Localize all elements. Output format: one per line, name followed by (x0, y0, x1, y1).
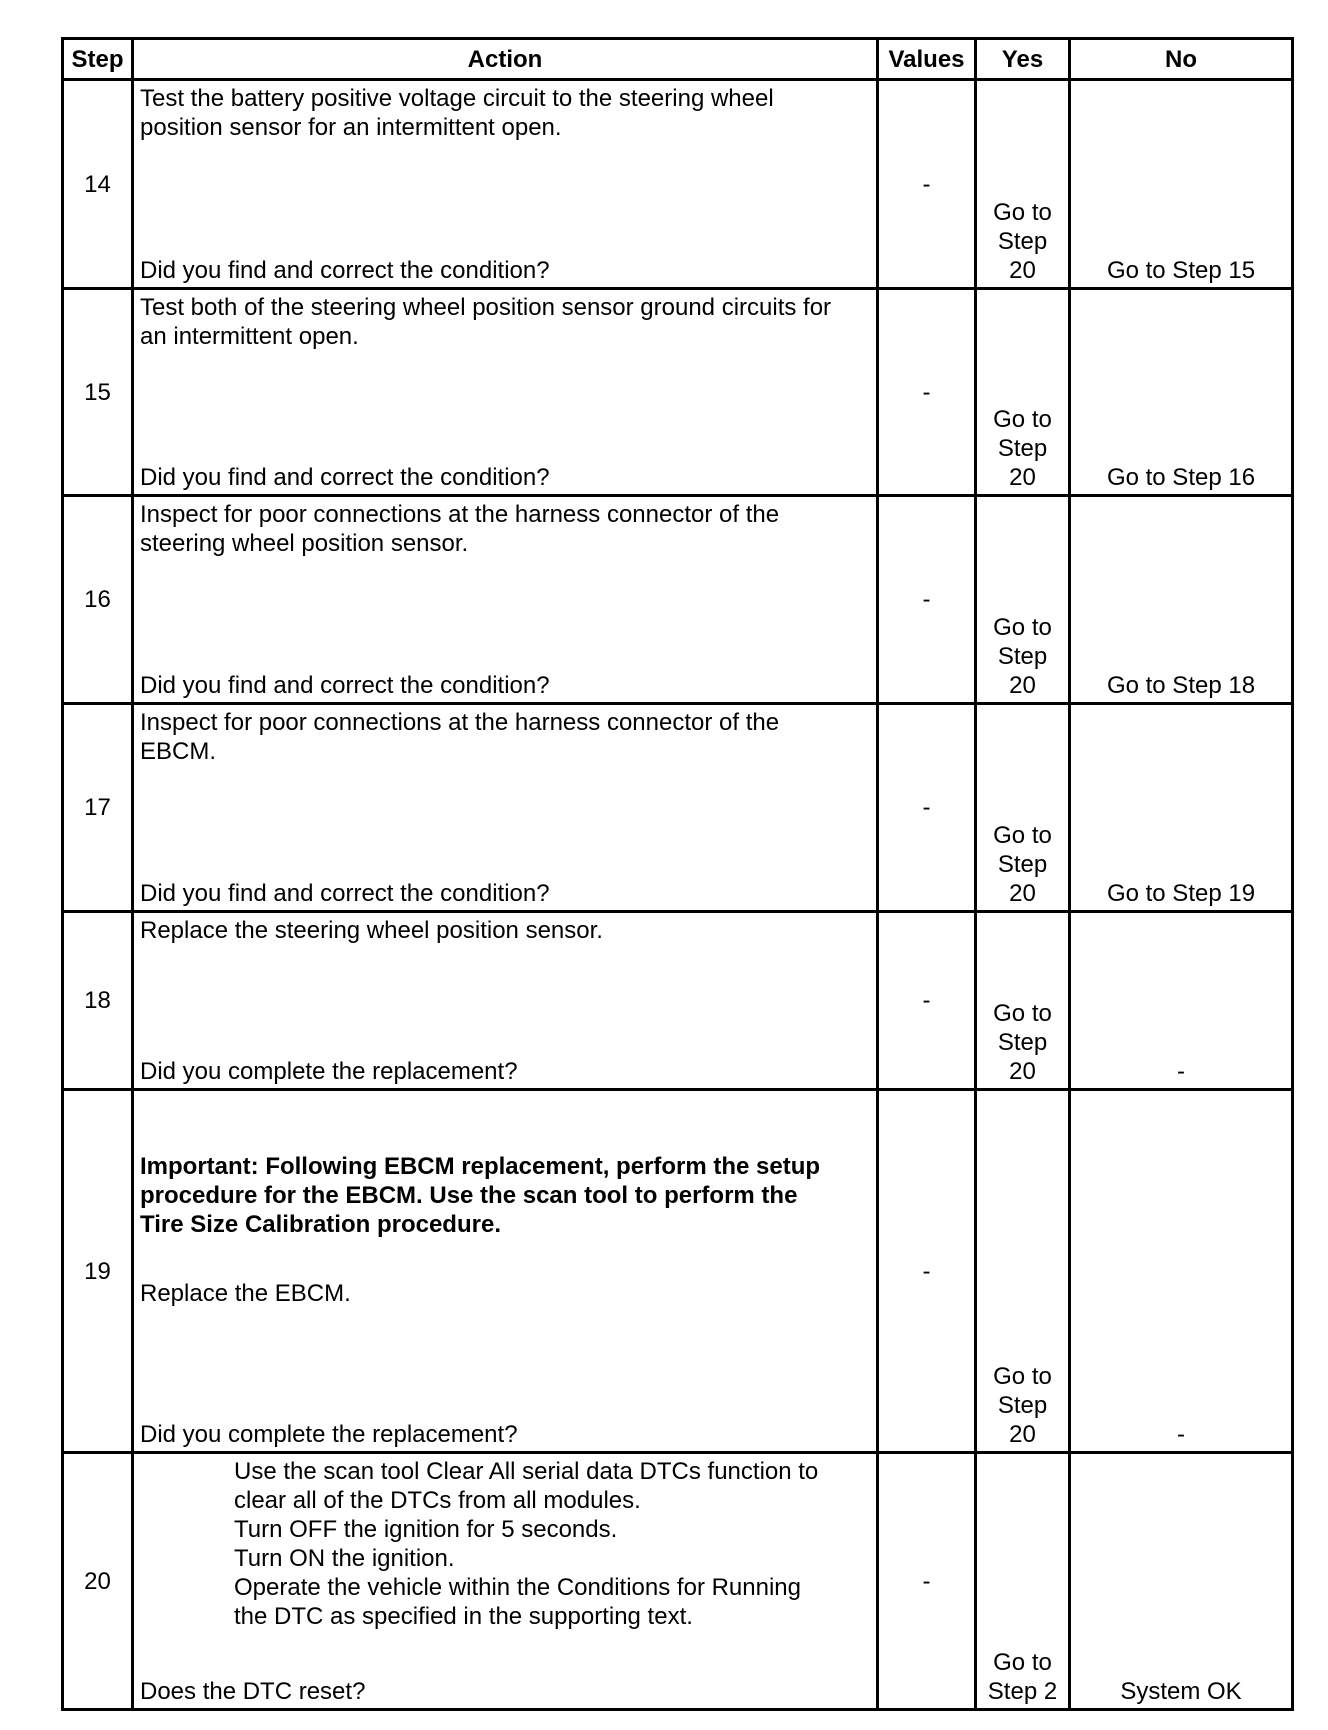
action-text-line: Replace the steering wheel position sensor. (140, 917, 603, 944)
yes-line: Go to (993, 614, 1052, 641)
action-question: Did you find and correct the condition? (140, 672, 550, 699)
header-yes: Yes (977, 40, 1071, 81)
yes-cell (977, 290, 1071, 497)
yes-line: Go to (993, 1363, 1052, 1390)
no-cell (1071, 705, 1294, 913)
action-text (140, 500, 872, 558)
action-instructions (140, 1094, 872, 1308)
yes-line: 20 (1009, 880, 1036, 907)
action-text-line: Replace the EBCM. (140, 1280, 351, 1307)
procedure-step-line: Use the scan tool Clear All serial data DTCs function to (234, 1458, 819, 1485)
action-question: Did you find and correct the condition? (140, 464, 550, 491)
no-text: Go to Step 19 (1106, 880, 1256, 907)
no-text: System OK (1120, 1678, 1242, 1705)
procedure-step (234, 1573, 872, 1631)
header-values: Values (879, 40, 977, 81)
values-cell: - (879, 497, 977, 705)
action-cell (134, 290, 879, 497)
action-text (140, 293, 872, 351)
action-question: Does the DTC reset? (140, 1678, 366, 1705)
no-cell (1071, 913, 1294, 1091)
action-text-line: Inspect for poor connections at the harness connector of the (140, 709, 780, 736)
yes-cell (977, 497, 1071, 705)
no-cell (1071, 1091, 1294, 1454)
yes-cell (977, 913, 1071, 1091)
procedure-step-line: Turn OFF the ignition for 5 seconds. (234, 1516, 618, 1543)
procedure-step (234, 1457, 872, 1515)
no-text: - (1177, 1058, 1185, 1085)
yes-cell (977, 1091, 1071, 1454)
yes-line: Go to (993, 1000, 1052, 1027)
diagnostic-table (61, 37, 1294, 1711)
procedure-step-line: Operate the vehicle within the Conditions for Running (234, 1574, 801, 1601)
action-instructions (140, 916, 872, 945)
yes-line: 20 (1009, 464, 1036, 491)
procedure-step-line: clear all of the DTCs from all modules. (234, 1487, 641, 1514)
values-cell: - (879, 705, 977, 913)
important-note (140, 1152, 872, 1239)
procedure-step (234, 1544, 872, 1573)
no-cell (1071, 1454, 1294, 1711)
yes-cell (977, 1454, 1071, 1711)
yes-line: Go to (993, 406, 1052, 433)
step-number: 15 (64, 290, 134, 497)
action-instructions (140, 1457, 872, 1631)
yes-line: Step 2 (987, 1678, 1058, 1705)
step-number: 18 (64, 913, 134, 1091)
action-text-line: steering wheel position sensor. (140, 530, 469, 557)
action-text (140, 84, 872, 142)
important-line: Tire Size Calibration procedure. (140, 1211, 501, 1238)
yes-line: 20 (1009, 257, 1036, 284)
values-cell: - (879, 1454, 977, 1711)
action-cell (134, 1454, 879, 1711)
action-text-line: position sensor for an intermittent open. (140, 114, 562, 141)
action-cell (134, 81, 879, 290)
no-text: - (1177, 1421, 1185, 1448)
action-question: Did you complete the replacement? (140, 1058, 518, 1085)
action-instructions (140, 84, 872, 142)
yes-line: Step (997, 1029, 1048, 1056)
yes-line: Step (997, 1392, 1048, 1419)
procedure-step-line: the DTC as specified in the supporting text. (234, 1603, 693, 1630)
yes-line: 20 (1009, 672, 1036, 699)
procedure-step-line: Turn ON the ignition. (234, 1545, 455, 1572)
values-cell: - (879, 913, 977, 1091)
values-cell: - (879, 290, 977, 497)
important-line: procedure for the EBCM. Use the scan tool to perform the (140, 1182, 798, 1209)
action-instructions (140, 500, 872, 558)
action-instructions (140, 293, 872, 351)
yes-line: Go to (993, 822, 1052, 849)
yes-cell (977, 81, 1071, 290)
action-text-line: Test the battery positive voltage circuit to the steering wheel (140, 85, 774, 112)
step-number: 17 (64, 705, 134, 913)
values-cell: - (879, 81, 977, 290)
no-text: Go to Step 18 (1106, 672, 1256, 699)
step-number: 14 (64, 81, 134, 290)
step-number: 19 (64, 1091, 134, 1454)
yes-line: Step (997, 851, 1048, 878)
procedure-step (234, 1515, 872, 1544)
yes-cell (977, 705, 1071, 913)
no-cell (1071, 81, 1294, 290)
action-text (140, 1279, 872, 1308)
action-question: Did you find and correct the condition? (140, 880, 550, 907)
action-text (140, 916, 872, 945)
action-text-line: Inspect for poor connections at the harness connector of the (140, 501, 780, 528)
yes-line: Step (997, 435, 1048, 462)
step-number: 20 (64, 1454, 134, 1711)
action-question: Did you complete the replacement? (140, 1421, 518, 1448)
action-text (140, 708, 872, 766)
header-no: No (1071, 40, 1294, 81)
header-action: Action (134, 40, 879, 81)
action-text-line: Test both of the steering wheel position sensor ground circuits for (140, 294, 832, 321)
action-cell (134, 497, 879, 705)
action-cell (134, 913, 879, 1091)
action-question: Did you find and correct the condition? (140, 257, 550, 284)
no-text: Go to Step 16 (1106, 464, 1256, 491)
action-text-line: EBCM. (140, 738, 217, 765)
no-cell (1071, 497, 1294, 705)
yes-line: Step (997, 228, 1048, 255)
yes-line: Go to (993, 1649, 1052, 1676)
yes-line: Go to (993, 199, 1052, 226)
action-cell (134, 705, 879, 913)
step-number: 16 (64, 497, 134, 705)
values-cell: - (879, 1091, 977, 1454)
yes-line: 20 (1009, 1421, 1036, 1448)
action-text-line: an intermittent open. (140, 323, 359, 350)
no-text: Go to Step 15 (1106, 257, 1256, 284)
action-cell (134, 1091, 879, 1454)
procedure-steps (234, 1457, 872, 1631)
yes-line: Step (997, 643, 1048, 670)
header-step: Step (64, 40, 134, 81)
no-cell (1071, 290, 1294, 497)
yes-line: 20 (1009, 1058, 1036, 1085)
action-instructions (140, 708, 872, 766)
important-line: Important: Following EBCM replacement, perform the setup (140, 1153, 821, 1180)
